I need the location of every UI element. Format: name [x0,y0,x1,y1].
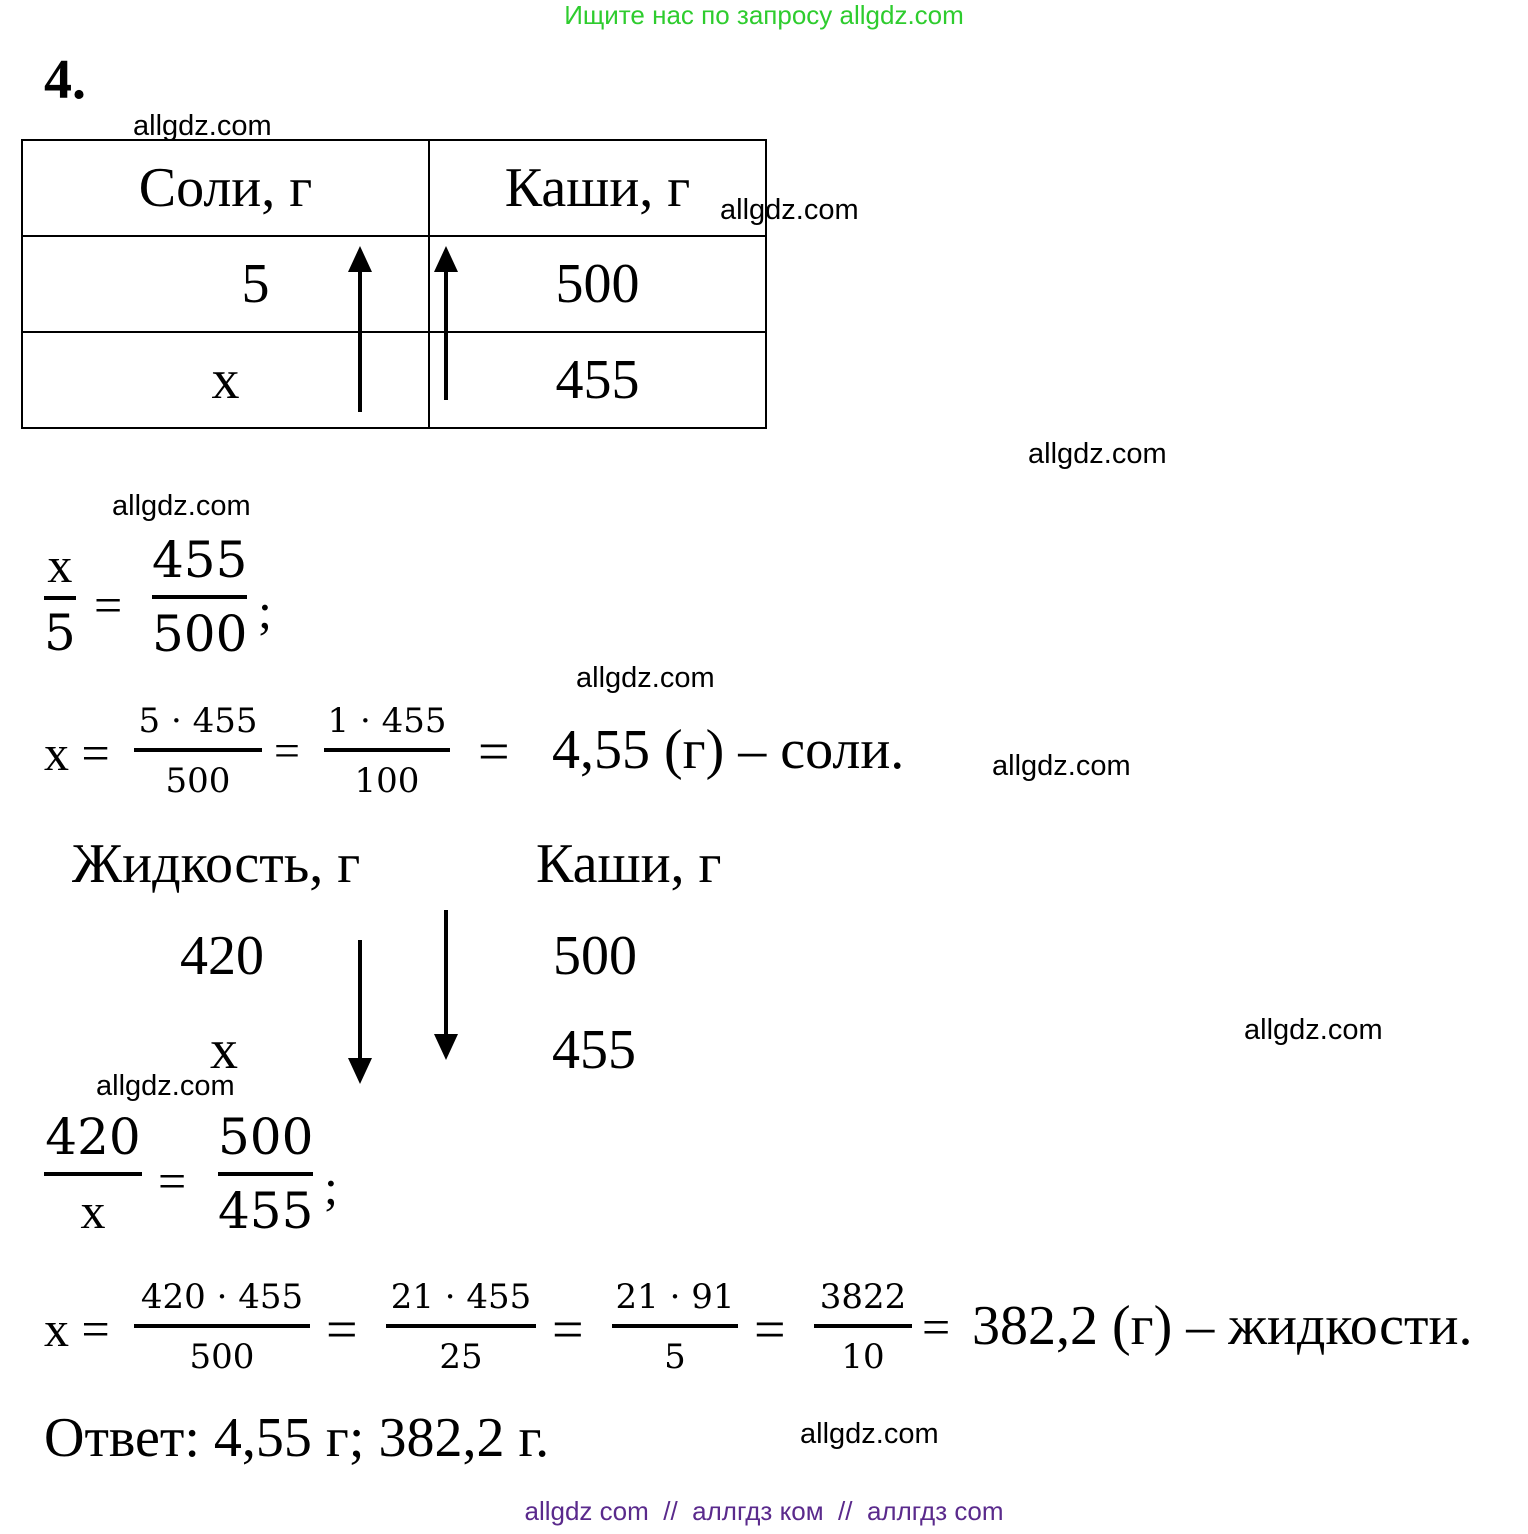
fraction-x-over-5 [44,537,76,662]
table-cell: 5 [22,236,429,332]
fraction-bar [218,1172,313,1176]
fraction-bar [386,1324,536,1328]
watermark: allgdz.com [96,1070,235,1102]
semicolon: ; [324,1159,338,1215]
fraction-numerator: x [47,537,73,593]
x-equals-label: x = [44,725,110,781]
fraction-numerator: 21 · 91 [615,1277,735,1317]
bottom-banner-part1[interactable]: allgdz com [524,1496,649,1526]
liquid-result: 382,2 (г) – жидкости. [972,1295,1473,1357]
fraction-numerator: 420 [45,1108,141,1166]
fraction-numerator: 1 · 455 [327,701,447,741]
column-header-liquid: Жидкость, г [72,833,361,895]
equals-sign: = [274,725,300,776]
bottom-banner-sep1: // [663,1496,678,1526]
equals-sign: = [478,721,510,783]
fraction-bar [152,595,247,599]
watermark: allgdz.com [1244,1014,1383,1046]
fraction-bar [44,596,76,600]
fraction-1x455-over-100 [324,701,450,801]
fraction-denominator: 25 [439,1337,483,1377]
equals-sign: = [922,1299,951,1355]
equals-sign: = [94,577,123,633]
salt-result: 4,55 (г) – соли. [552,719,905,781]
fraction-denominator: 100 [354,761,420,801]
answer-line: Ответ: 4,55 г; 382,2 г. [44,1407,550,1469]
fraction-denominator: 10 [841,1337,885,1377]
bottom-banner [0,1496,1528,1527]
fraction-denominator: 455 [218,1182,314,1240]
fraction-500-over-455 [218,1108,314,1240]
fraction-denominator: x [80,1183,106,1239]
fraction-3822-over-10 [814,1277,912,1377]
down-arrow-icon [426,910,466,1065]
column-header-porridge: Каши, г [536,833,722,895]
proportion-table-salt [21,139,767,429]
fraction-bar [324,748,450,752]
fraction-bar [134,748,262,752]
fraction-bar [134,1324,310,1328]
table-header-salt: Соли, г [22,140,429,236]
fraction-455-over-500 [152,531,248,663]
table-cell: 455 [552,1019,636,1081]
fraction-420x455-over-500 [134,1277,310,1377]
semicolon: ; [258,583,272,639]
fraction-numerator: 500 [218,1108,314,1166]
watermark: allgdz.com [992,750,1131,782]
up-arrow-icon [340,240,380,420]
fraction-denominator: 500 [152,605,248,663]
equals-sign: = [326,1299,358,1361]
fraction-denominator: 5 [664,1337,686,1377]
fraction-denominator: 500 [189,1337,255,1377]
equals-sign: = [754,1299,786,1361]
fraction-denominator: 500 [165,761,231,801]
fraction-21x455-over-25 [386,1277,536,1377]
table-cell: 455 [429,332,766,428]
task-number: 4. [44,49,86,111]
fraction-bar [44,1172,142,1176]
fraction-21x91-over-5 [612,1277,738,1377]
equals-sign: = [552,1299,584,1361]
watermark: allgdz.com [800,1418,939,1450]
down-arrow-icon [340,940,380,1090]
fraction-numerator: 5 · 455 [138,701,258,741]
table-cell: 500 [429,236,766,332]
fraction-bar [814,1324,912,1328]
watermark: allgdz.com [720,194,859,226]
fraction-numerator: 21 · 455 [390,1277,532,1317]
up-arrow-icon [426,240,466,405]
equals-sign: = [158,1153,187,1209]
table-cell: 420 [180,925,264,987]
bottom-banner-part2[interactable]: аллгдз ком [692,1496,824,1526]
table-cell: x [22,332,429,428]
watermark: allgdz.com [1028,438,1167,470]
bottom-banner-part3[interactable]: аллгдз com [866,1496,1004,1526]
fraction-numerator: 3822 [819,1277,907,1317]
table-header-porridge: Каши, г [429,140,766,236]
watermark: allgdz.com [576,662,715,694]
fraction-bar [612,1324,738,1328]
fraction-420-over-x [44,1108,142,1239]
top-banner: Ищите нас по запросу allgdz.com [564,0,964,30]
fraction-5x455-over-500 [134,701,262,801]
fraction-denominator: 5 [44,604,76,662]
fraction-numerator: 420 · 455 [140,1277,304,1317]
bottom-banner-sep2: // [838,1496,853,1526]
table-cell: x [210,1019,238,1081]
watermark: allgdz.com [112,490,251,522]
fraction-numerator: 455 [152,531,248,589]
watermark: allgdz.com [133,110,272,142]
table-cell: 500 [553,925,637,987]
x-equals-label: x = [44,1301,110,1357]
